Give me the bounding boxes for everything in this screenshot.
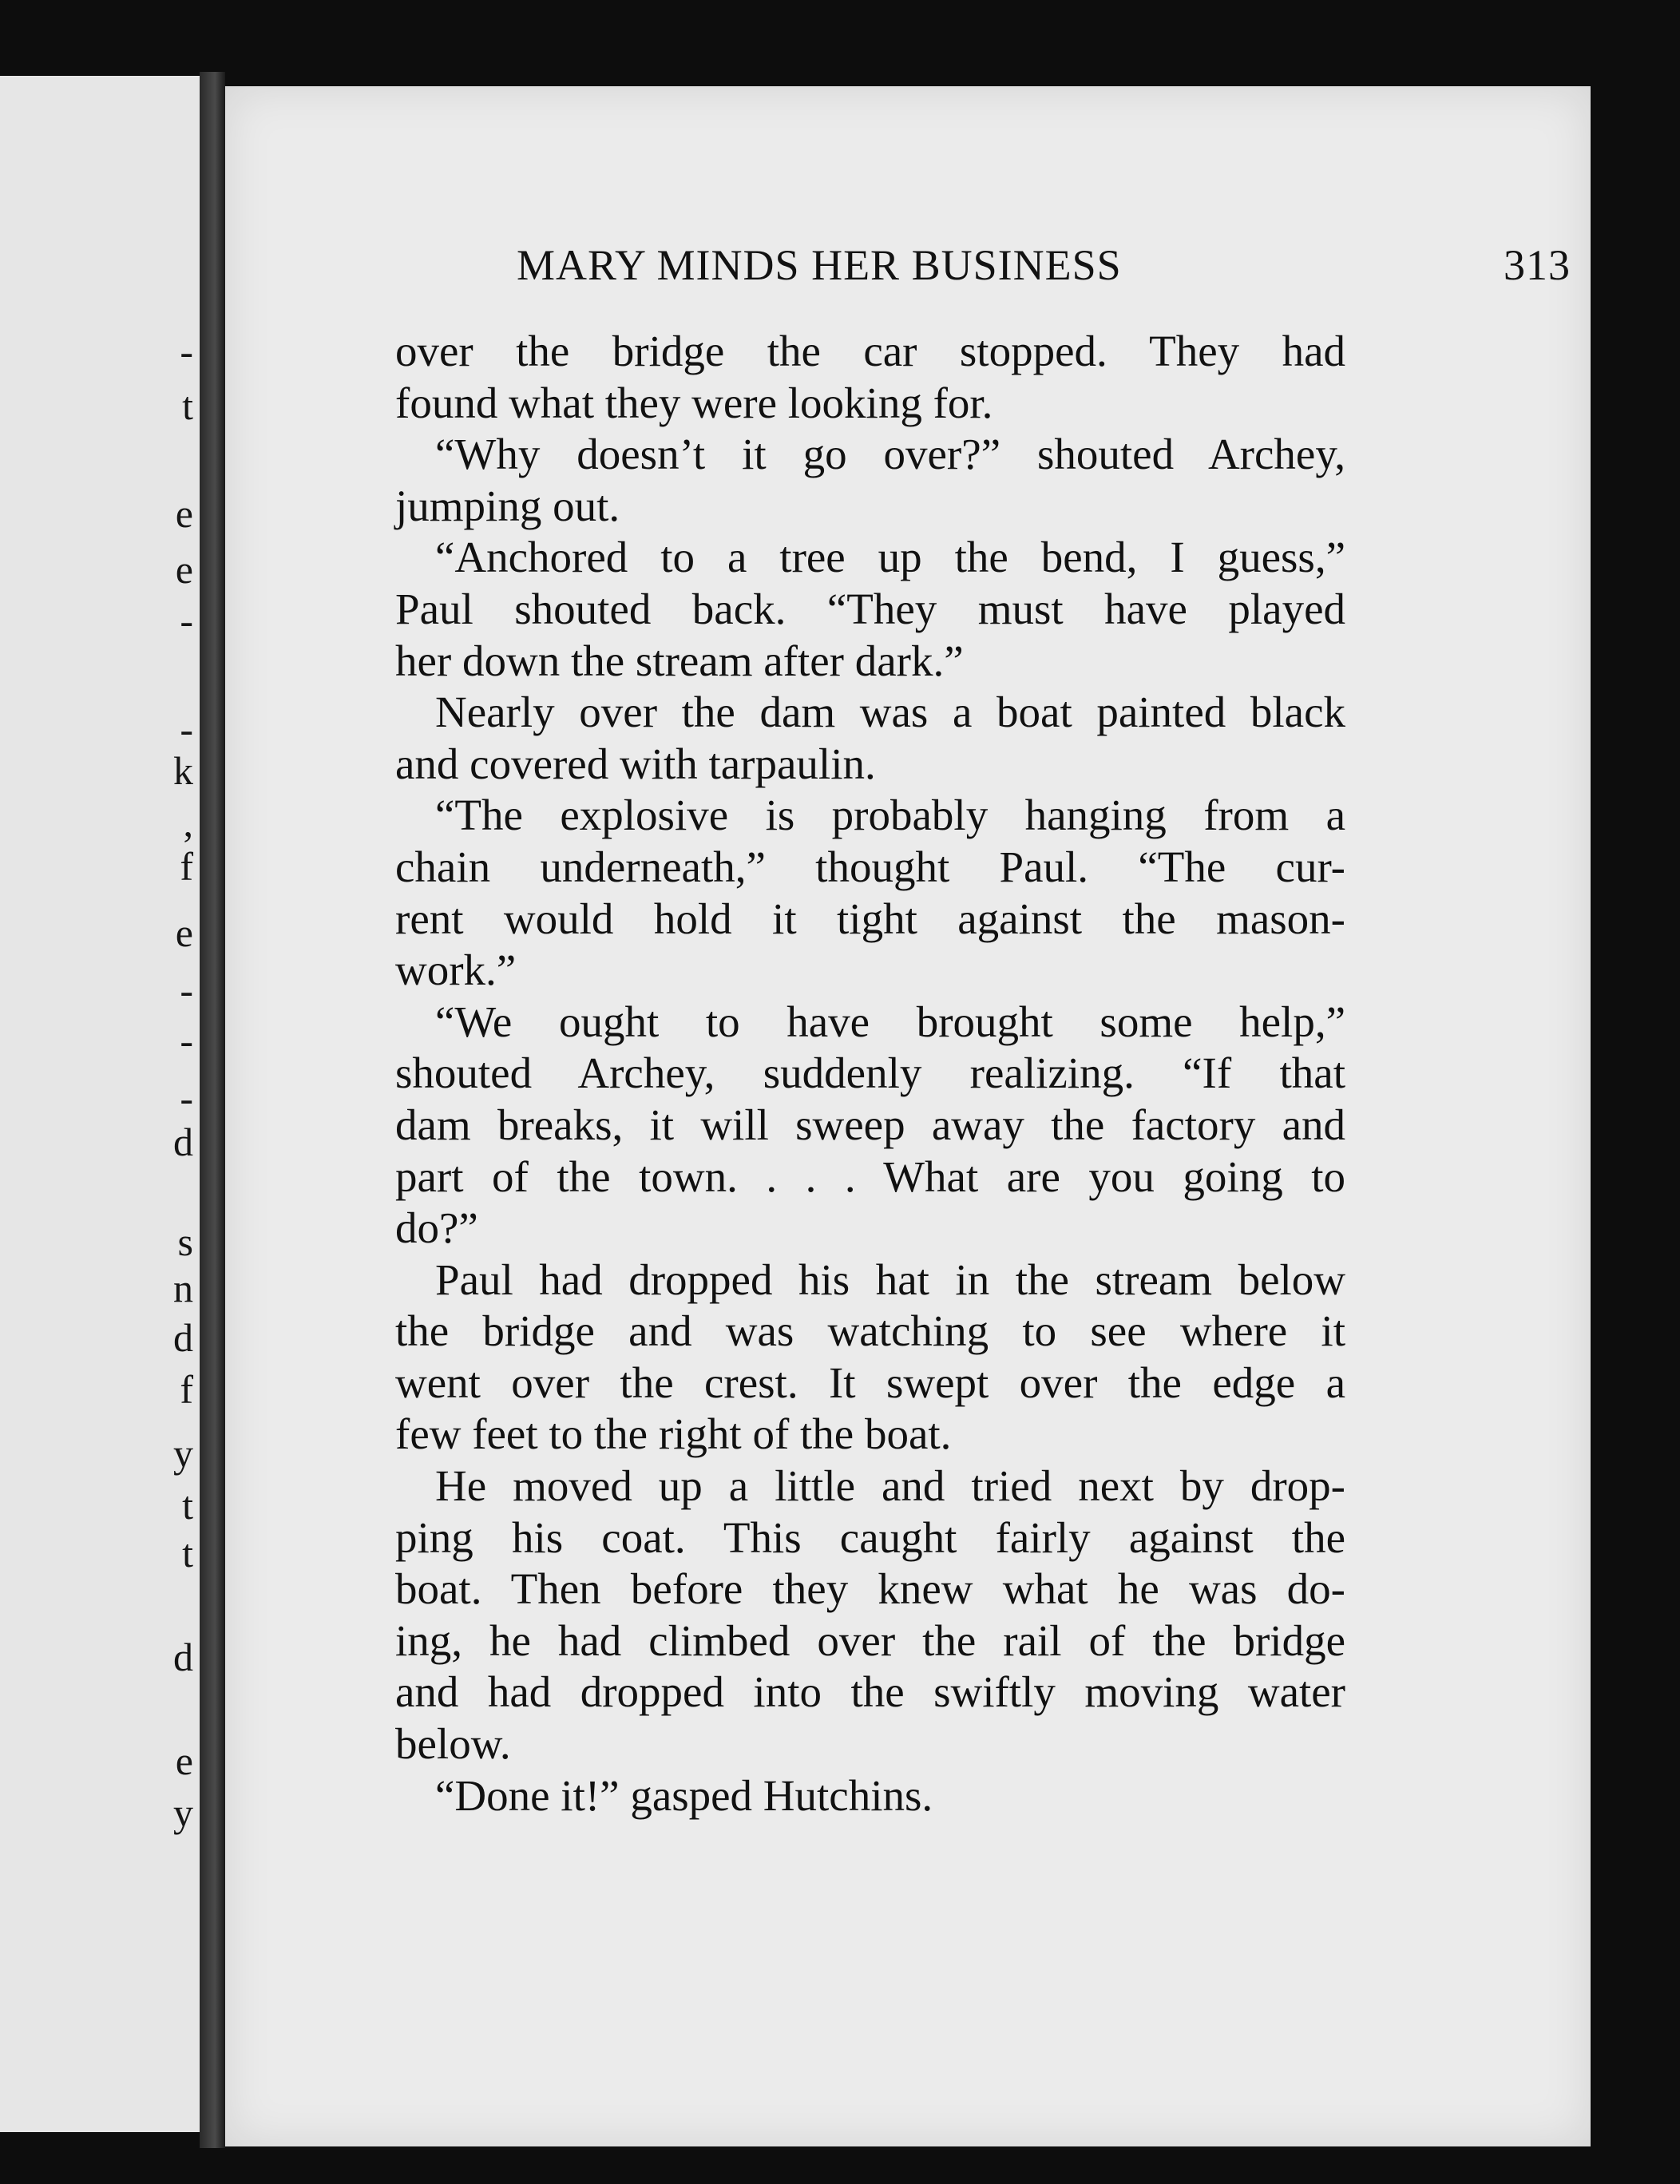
text-line: below. (395, 1719, 511, 1769)
text-line: jumping out. (395, 481, 620, 530)
text-line: went over the crest. It swept over the edge a (395, 1358, 1345, 1407)
text-line: Paul had dropped his hat in the stream below (435, 1255, 1345, 1304)
facing-page-letter: e (175, 1738, 193, 1783)
facing-page-letter: - (180, 598, 193, 643)
text-line: her down the stream after dark.” (395, 636, 964, 685)
book-gutter (200, 72, 225, 2148)
text-line: do?” (395, 1203, 478, 1253)
facing-page-letter: y (173, 1431, 193, 1476)
facing-page-letter: d (173, 1120, 193, 1164)
text-line: chain underneath,” thought Paul. “The cur- (395, 842, 1345, 891)
text-line: shouted Archey, suddenly realizing. “If that (395, 1048, 1345, 1098)
facing-page-letter: t (182, 383, 193, 428)
facing-page-letter: d (173, 1635, 193, 1679)
facing-page-letter: t (182, 1531, 193, 1576)
facing-page-letter: f (180, 1367, 193, 1412)
text-line: ping his coat. This caught fairly against the (395, 1512, 1345, 1562)
facing-page-letter: s (177, 1219, 193, 1264)
text-line: He moved up a little and tried next by drop- (435, 1461, 1345, 1511)
text-line: “Why doesn’t it go over?” shouted Archey, (435, 430, 1345, 479)
text-line: dam breaks, it will sweep away the factory and (395, 1100, 1345, 1149)
text-line: work.” (395, 945, 517, 995)
text-line: Nearly over the dam was a boat painted black (435, 688, 1345, 737)
text-line: rent would hold it tight against the mason- (395, 894, 1345, 943)
running-title: MARY MINDS HER BUSINESS (517, 241, 1122, 289)
facing-page-letter: - (180, 968, 193, 1013)
facing-page-letter: - (180, 707, 193, 751)
text-line: ing, he had climbed over the rail of the bridge (395, 1615, 1345, 1665)
text-line: “The explosive is probably hanging from a (435, 791, 1345, 840)
facing-page-letter: y (173, 1790, 193, 1835)
text-line: found what they were looking for. (395, 378, 993, 427)
text-line: over the bridge the car stopped. They had (395, 327, 1345, 375)
text-line: and covered with tarpaulin. (395, 739, 876, 788)
facing-page (0, 76, 200, 2132)
text-line: “We ought to have brought some help,” (435, 997, 1345, 1046)
facing-page-letter: f (180, 844, 193, 889)
facing-page-letter: - (180, 1076, 193, 1120)
text-line: “Anchored to a tree up the bend, I guess,” (435, 533, 1345, 582)
facing-page-letter: e (175, 491, 193, 536)
facing-page-letter: n (173, 1266, 193, 1310)
text-line: “Done it!” gasped Hutchins. (435, 1770, 933, 1820)
book-page (225, 86, 1591, 2146)
body-text (395, 326, 1345, 1821)
text-line: Paul shouted back. “They must have played (395, 584, 1345, 633)
facing-page-letter: - (180, 1018, 193, 1063)
text-line: part of the town. . . . What are you going to (395, 1151, 1345, 1201)
facing-page-letter: k (173, 748, 193, 793)
facing-page-letter: e (175, 547, 193, 592)
facing-page-letter: d (173, 1315, 193, 1360)
facing-page-letter: - (180, 329, 193, 374)
page-number: 313 (1504, 241, 1571, 289)
facing-page-letter: e (175, 910, 193, 955)
text-line: few feet to the right of the boat. (395, 1409, 952, 1459)
text-line: boat. Then before they knew what he was do- (395, 1564, 1345, 1614)
facing-page-letter: t (182, 1483, 193, 1528)
text-line: the bridge and was watching to see where it (395, 1306, 1345, 1356)
text-line: and had dropped into the swiftly moving water (395, 1667, 1345, 1717)
facing-page-letter: , (183, 800, 193, 845)
